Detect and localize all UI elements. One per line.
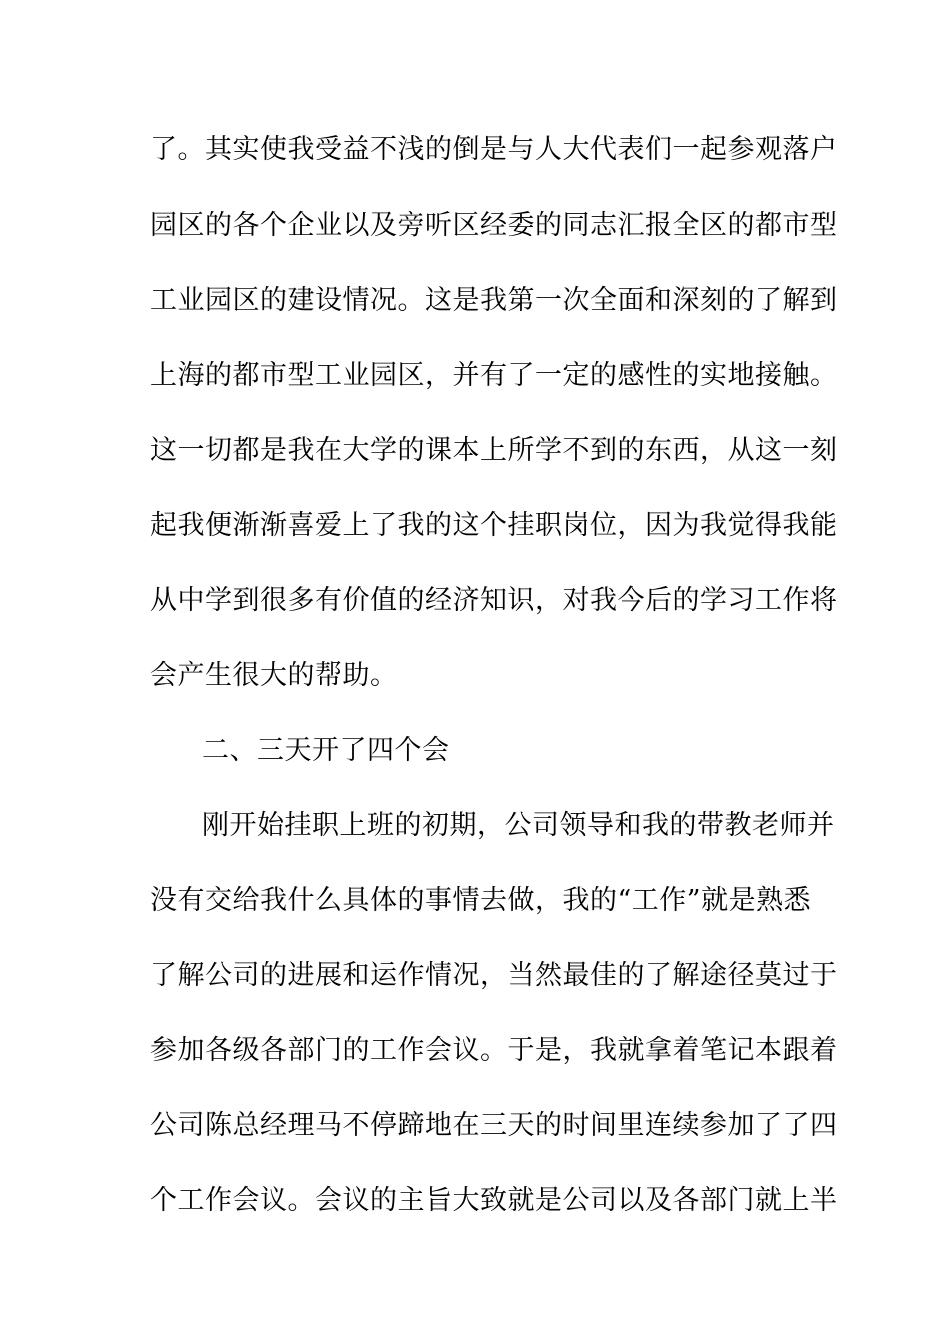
section-heading: 二、三天开了四个会 [202,735,450,766]
text-line: 园区的各个企业以及旁听区经委的同志汇报全区的都市型 [150,210,838,241]
text-line: 从中学到很多有价值的经济知识，对我今后的学习工作将 [150,585,838,616]
text-line: 这一切都是我在大学的课本上所学不到的东西，从这一刻 [150,435,838,466]
text-line: 刚开始挂职上班的初期，公司领导和我的带教老师并 [202,810,835,841]
text-line: 工业园区的建设情况。这是我第一次全面和深刻的了解到 [150,285,838,316]
text-line: 没有交给我什么具体的事情去做，我的“工作”就是熟悉 [150,885,812,916]
text-line: 了。其实使我受益不浅的倒是与人大代表们一起参观落户 [150,134,838,165]
text-line: 了解公司的进展和运作情况，当然最佳的了解途径莫过于 [150,960,838,991]
text-line: 公司陈总经理马不停蹄地在三天的时间里连续参加了了四 [150,1110,838,1141]
text-line: 会产生很大的帮助。 [150,660,398,691]
text-line: 上海的都市型工业园区，并有了一定的感性的实地接触。 [150,360,838,391]
text-line: 起我便渐渐喜爱上了我的这个挂职岗位，因为我觉得我能 [150,510,838,541]
text-line: 参加各级各部门的工作会议。于是，我就拿着笔记本跟着 [150,1035,838,1066]
text-line: 个工作会议。会议的主旨大致就是公司以及各部门就上半 [150,1185,838,1216]
